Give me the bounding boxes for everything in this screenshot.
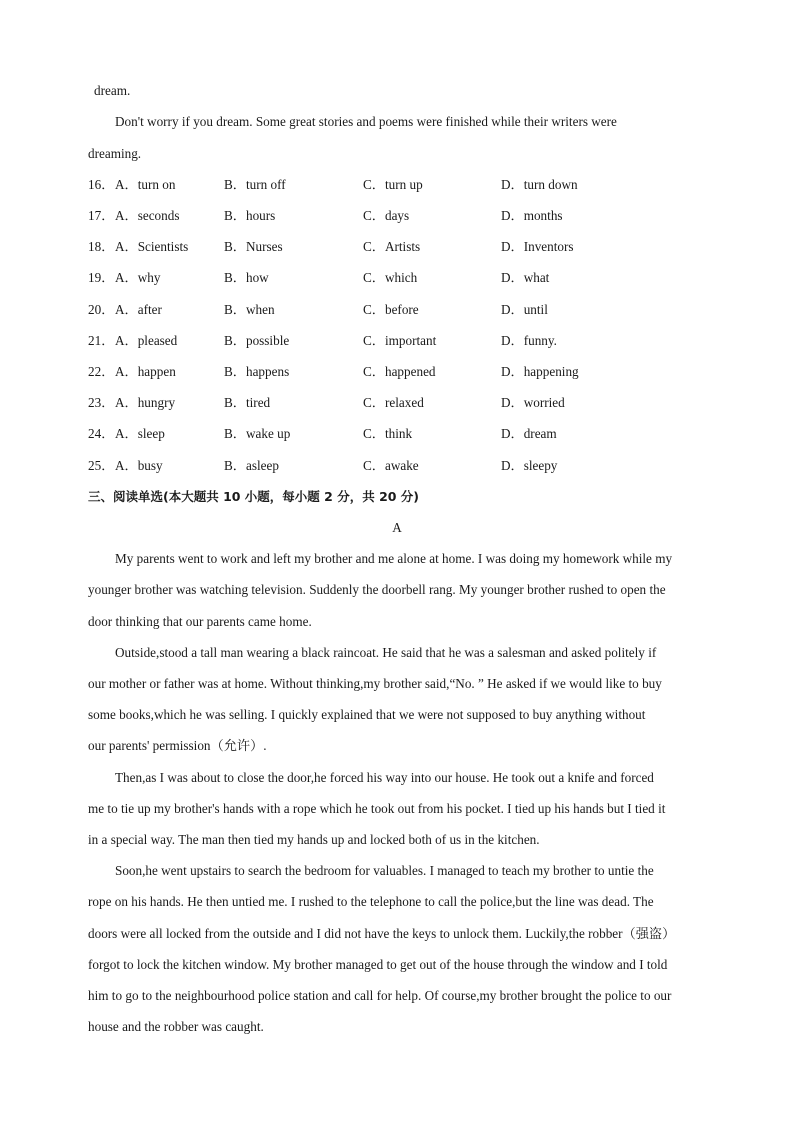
option-c: C．think: [363, 426, 413, 441]
question-row: [88, 176, 728, 194]
option-a: A．busy: [115, 458, 163, 473]
option-d: D．dream: [501, 426, 557, 441]
option-a: A．seconds: [115, 208, 180, 223]
option-c: C．Artists: [363, 239, 421, 254]
option-c: C．days: [363, 208, 410, 223]
question-number: 21．: [88, 333, 115, 348]
option-b: B．hours: [224, 208, 276, 223]
question-row: [88, 457, 728, 475]
option-c: C．turn up: [363, 177, 423, 192]
option-a: A．turn on: [115, 177, 176, 192]
intro-line-0: dream.: [94, 83, 131, 98]
question-row: [88, 207, 728, 225]
question-number: 16．: [88, 177, 115, 192]
option-b: B．wake up: [224, 426, 291, 441]
option-a: A．sleep: [115, 426, 165, 441]
option-a: A．after: [115, 302, 162, 317]
question-number: 18．: [88, 239, 115, 254]
question-row: [88, 301, 728, 319]
option-d: D．turn down: [501, 177, 578, 192]
intro-line-2: dreaming.: [88, 146, 142, 161]
option-d: D．sleepy: [501, 458, 558, 473]
question-number: 22．: [88, 364, 115, 379]
option-d: D．Inventors: [501, 239, 574, 254]
passage-line: Soon,he went upstairs to search the bedroom for valuables. I managed to teach my brother to untie the: [115, 863, 654, 878]
option-c: C．awake: [363, 458, 419, 473]
question-row: [88, 363, 728, 381]
option-d: D．funny.: [501, 333, 557, 348]
question-number: 23．: [88, 395, 115, 410]
option-b: B．asleep: [224, 458, 279, 473]
option-c: C．relaxed: [363, 395, 424, 410]
option-b: B．happens: [224, 364, 290, 379]
option-d: D．worried: [501, 395, 565, 410]
question-number: 20．: [88, 302, 115, 317]
passage-line: our parents' permission（允许）.: [88, 738, 267, 753]
passage-label: A: [392, 520, 402, 535]
passage-line: me to tie up my brother's hands with a rope which he took out from his pocket. I tied up his hands but I tied it: [88, 801, 666, 816]
passage-line: Then,as I was about to close the door,he forced his way into our house. He took out a knife and forced: [115, 770, 654, 785]
question-number: 17．: [88, 208, 115, 223]
passage-line: forgot to lock the kitchen window. My brother managed to get out of the house through the window and I told: [88, 957, 668, 972]
option-d: D．months: [501, 208, 563, 223]
option-d: D．what: [501, 270, 550, 285]
option-d: D．happening: [501, 364, 579, 379]
option-c: C．happened: [363, 364, 436, 379]
question-row: [88, 394, 728, 412]
passage-line: rope on his hands. He then untied me. I rushed to the telephone to call the police,but the line was dead. The: [88, 894, 654, 909]
question-row: [88, 332, 728, 350]
option-c: C．important: [363, 333, 437, 348]
option-b: B．turn off: [224, 177, 286, 192]
question-number: 19．: [88, 270, 115, 285]
question-row: [88, 425, 728, 443]
question-number: 24．: [88, 426, 115, 441]
option-b: B．possible: [224, 333, 290, 348]
passage-line: door thinking that our parents came home.: [88, 614, 312, 629]
passage-line: house and the robber was caught.: [88, 1019, 264, 1034]
option-b: B．when: [224, 302, 275, 317]
section-heading: 三、阅读单选(本大题共 10 小题，每小题 2 分，共 20 分): [88, 489, 420, 504]
passage-line: some books,which he was selling. I quickly explained that we were not supposed to buy anything without: [88, 707, 646, 722]
option-c: C．which: [363, 270, 418, 285]
question-row: [88, 269, 728, 287]
option-a: A．why: [115, 270, 161, 285]
passage-line: Outside,stood a tall man wearing a black raincoat. He said that he was a salesman and asked politely if: [115, 645, 657, 660]
question-row: [88, 238, 728, 256]
option-a: A．hungry: [115, 395, 176, 410]
intro-line-1: Don't worry if you dream. Some great stories and poems were finished while their writers were: [115, 114, 617, 129]
passage-line: younger brother was watching television. Suddenly the doorbell rang. My younger brother rushed to open the: [88, 582, 666, 597]
passage-line: him to go to the neighbourhood police station and call for help. Of course,my brother brought the police to our: [88, 988, 672, 1003]
passage-line: our mother or father was at home. Without thinking,my brother said,“No. ” He asked if we would like to buy: [88, 676, 662, 691]
option-a: A．happen: [115, 364, 176, 379]
option-a: A．pleased: [115, 333, 178, 348]
option-d: D．until: [501, 302, 548, 317]
passage-line: in a special way. The man then tied my hands up and locked both of us in the kitchen.: [88, 832, 540, 847]
passage-line: My parents went to work and left my brother and me alone at home. I was doing my homework while my: [115, 551, 673, 566]
option-b: B．Nurses: [224, 239, 283, 254]
option-b: B．how: [224, 270, 269, 285]
option-c: C．before: [363, 302, 419, 317]
option-a: A．Scientists: [115, 239, 189, 254]
question-number: 25．: [88, 458, 115, 473]
passage-line: doors were all locked from the outside and I did not have the keys to unlock them. Luckily,the robber（强盗）: [88, 926, 676, 941]
option-b: B．tired: [224, 395, 271, 410]
